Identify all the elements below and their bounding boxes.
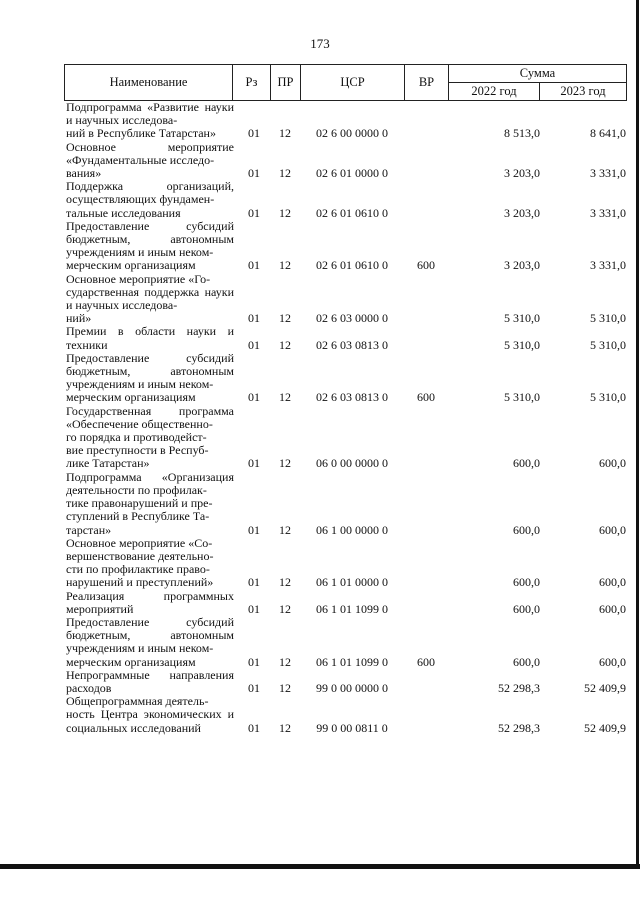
row-vr: 600 — [417, 654, 435, 669]
row-sum-2022: 3 203,0 — [504, 258, 540, 273]
header-pr: ПР — [271, 65, 301, 101]
row-sum-2022: 5 310,0 — [504, 311, 540, 326]
row-rz: 01 — [248, 390, 260, 405]
table-row — [66, 537, 626, 590]
table-row — [66, 352, 626, 405]
row-name: Предоставление субсидий бюджетным, автономным учреждениям и иным неком- мерческим организациям — [66, 614, 234, 669]
header-csr: ЦСР — [301, 65, 405, 101]
table-row — [66, 616, 626, 669]
row-csr: 02 6 03 0813 0 — [316, 390, 388, 405]
row-name: Государственная программа «Обеспечение общественно- го порядка и противодейст- вие преступности в Респуб- лике Татарстан» — [66, 403, 234, 471]
table-row — [66, 220, 626, 273]
row-vr: 600 — [417, 258, 435, 273]
row-rz: 01 — [248, 126, 260, 141]
row-rz: 01 — [248, 680, 260, 695]
table-row — [66, 471, 626, 537]
row-sum-2022: 600,0 — [513, 575, 540, 590]
header-sum: Сумма — [449, 65, 627, 83]
row-pr: 12 — [279, 575, 291, 590]
row-sum-2023: 3 331,0 — [590, 205, 626, 220]
row-csr: 06 1 01 0000 0 — [316, 575, 388, 590]
row-pr: 12 — [279, 126, 291, 141]
row-name: Предоставление субсидий бюджетным, автономным учреждениям и иным неком- мерческим организациям — [66, 350, 234, 405]
row-csr: 02 6 03 0000 0 — [316, 311, 388, 326]
table-row — [66, 180, 626, 220]
row-sum-2023: 52 409,9 — [584, 720, 626, 735]
row-pr: 12 — [279, 522, 291, 537]
header-year-2022: 2022 год — [449, 83, 540, 101]
row-rz: 01 — [248, 456, 260, 471]
row-pr: 12 — [279, 680, 291, 695]
row-rz: 01 — [248, 205, 260, 220]
table-row — [66, 590, 626, 616]
budget-rows — [66, 101, 626, 735]
row-name: Общепрограммная деятель- ность Центра экономических и социальных исследований — [66, 694, 234, 735]
row-name: Основное мероприятие «Го- сударственная поддержка науки и научных исследова- ний» — [66, 271, 234, 326]
row-pr: 12 — [279, 601, 291, 616]
row-csr: 06 1 01 1099 0 — [316, 654, 388, 669]
header-name: Наименование — [65, 65, 233, 101]
table-row — [66, 141, 626, 181]
row-sum-2022: 600,0 — [513, 522, 540, 537]
row-sum-2023: 3 331,0 — [590, 258, 626, 273]
row-name: Непрограммные направления расходов — [66, 667, 234, 695]
row-sum-2023: 600,0 — [599, 522, 626, 537]
row-sum-2022: 600,0 — [513, 456, 540, 471]
table-header — [64, 64, 627, 101]
row-sum-2022: 5 310,0 — [504, 337, 540, 352]
row-sum-2023: 3 331,0 — [590, 166, 626, 181]
row-csr: 02 6 01 0000 0 — [316, 166, 388, 181]
row-name: Подпрограмма «Организация деятельности по профилак- тике правонарушений и пре- ступлений в Республике Та- тарстан» — [66, 469, 234, 537]
row-sum-2023: 600,0 — [599, 575, 626, 590]
table-row — [66, 695, 626, 735]
row-rz: 01 — [248, 258, 260, 273]
row-pr: 12 — [279, 720, 291, 735]
row-sum-2023: 8 641,0 — [590, 126, 626, 141]
row-rz: 01 — [248, 311, 260, 326]
row-sum-2023: 600,0 — [599, 456, 626, 471]
row-sum-2022: 3 203,0 — [504, 166, 540, 181]
table-row — [66, 405, 626, 471]
row-name: Предоставление субсидий бюджетным, автономным учреждениям и иным неком- мерческим организациям — [66, 218, 234, 273]
table-row — [66, 325, 626, 351]
row-csr: 06 1 01 1099 0 — [316, 601, 388, 616]
row-sum-2023: 600,0 — [599, 654, 626, 669]
header-vr: ВР — [405, 65, 449, 101]
row-csr: 02 6 01 0610 0 — [316, 205, 388, 220]
row-pr: 12 — [279, 258, 291, 273]
row-csr: 06 1 00 0000 0 — [316, 522, 388, 537]
row-sum-2023: 5 310,0 — [590, 390, 626, 405]
row-pr: 12 — [279, 166, 291, 181]
table-row — [66, 273, 626, 326]
row-sum-2022: 52 298,3 — [498, 680, 540, 695]
row-sum-2022: 600,0 — [513, 601, 540, 616]
row-rz: 01 — [248, 601, 260, 616]
row-rz: 01 — [248, 337, 260, 352]
row-sum-2023: 5 310,0 — [590, 337, 626, 352]
row-name: Поддержка организаций, осуществляющих фундамен- тальные исследования — [66, 179, 234, 220]
header-rz: Рз — [233, 65, 271, 101]
row-name: Реализация программных мероприятий — [66, 588, 234, 616]
row-sum-2022: 600,0 — [513, 654, 540, 669]
row-pr: 12 — [279, 205, 291, 220]
row-sum-2023: 52 409,9 — [584, 680, 626, 695]
row-sum-2022: 8 513,0 — [504, 126, 540, 141]
row-name: Основное мероприятие «Со- вершенствование деятельно- сти по профилактике право- нарушений и преступлений» — [66, 535, 214, 590]
scan-edge-bottom — [0, 864, 640, 869]
row-sum-2022: 5 310,0 — [504, 390, 540, 405]
row-csr: 99 0 00 0000 0 — [316, 680, 388, 695]
row-csr: 06 0 00 0000 0 — [316, 456, 388, 471]
row-pr: 12 — [279, 456, 291, 471]
row-name: Основное мероприятие «Фундаментальные исследо- вания» — [66, 139, 234, 181]
row-pr: 12 — [279, 311, 291, 326]
table-row — [66, 669, 626, 695]
row-sum-2022: 3 203,0 — [504, 205, 540, 220]
row-name: Подпрограмма «Развитие науки и научных исследова- ний в Республике Татарстан» — [66, 100, 234, 141]
row-pr: 12 — [279, 337, 291, 352]
row-sum-2023: 600,0 — [599, 601, 626, 616]
scan-edge-right — [636, 0, 639, 869]
row-name: Премии в области науки и техники — [66, 324, 234, 352]
row-csr: 99 0 00 0811 0 — [316, 720, 388, 735]
row-rz: 01 — [248, 575, 260, 590]
row-csr: 02 6 00 0000 0 — [316, 126, 388, 141]
page-number: 173 — [310, 36, 330, 51]
row-pr: 12 — [279, 654, 291, 669]
row-pr: 12 — [279, 390, 291, 405]
row-rz: 01 — [248, 720, 260, 735]
row-rz: 01 — [248, 522, 260, 537]
header-year-2023: 2023 год — [540, 83, 627, 101]
row-rz: 01 — [248, 166, 260, 181]
row-sum-2023: 5 310,0 — [590, 311, 626, 326]
row-sum-2022: 52 298,3 — [498, 720, 540, 735]
row-csr: 02 6 03 0813 0 — [316, 337, 388, 352]
row-vr: 600 — [417, 390, 435, 405]
row-rz: 01 — [248, 654, 260, 669]
table-row — [66, 101, 626, 141]
row-csr: 02 6 01 0610 0 — [316, 258, 388, 273]
